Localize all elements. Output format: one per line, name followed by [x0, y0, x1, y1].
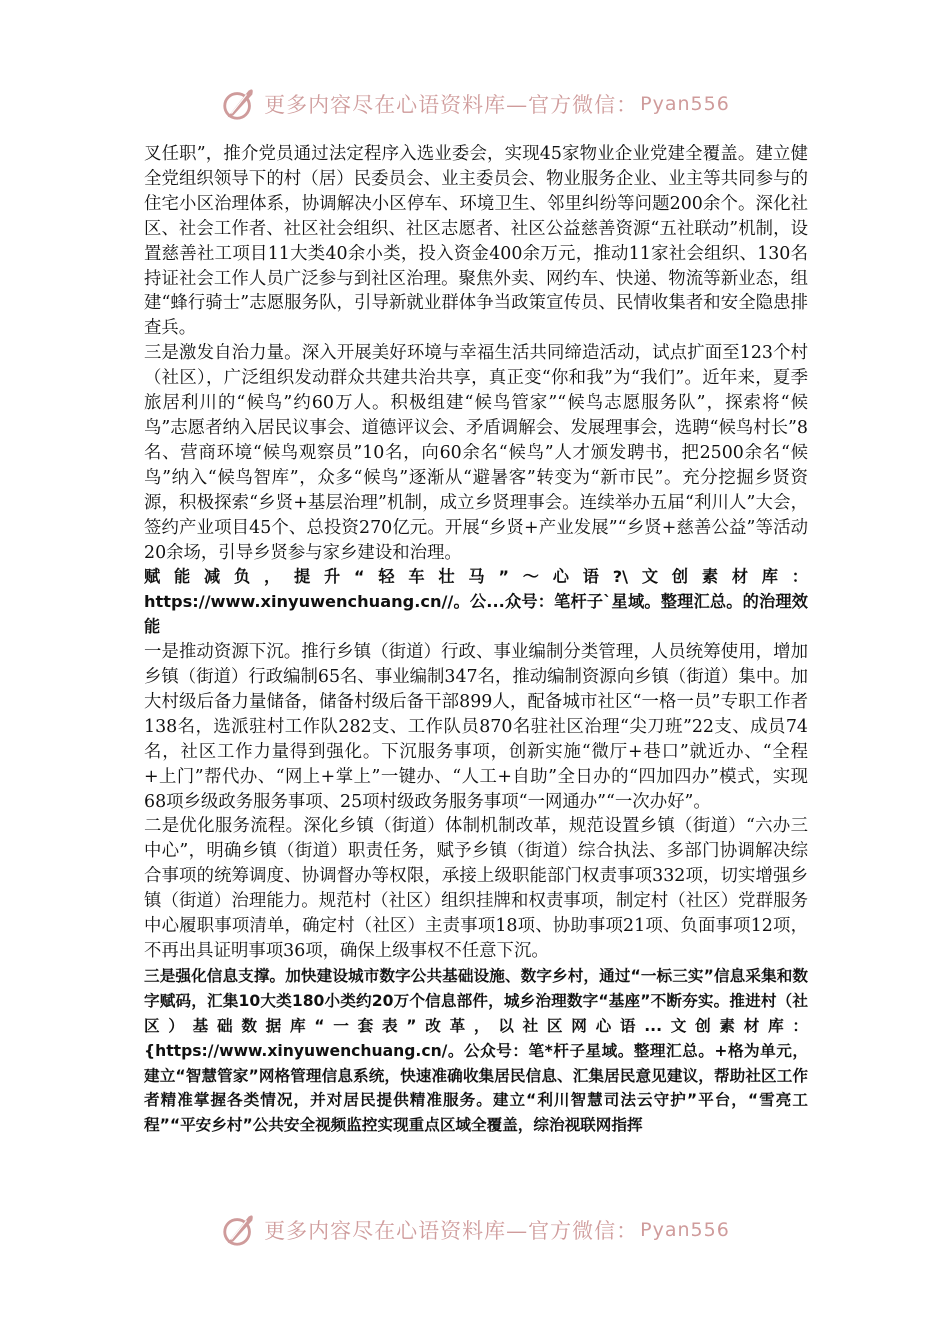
footer-banner-wechat: Pyan556 — [640, 1219, 730, 1241]
document-body — [144, 142, 808, 1138]
section-heading: 赋能减负，提升“轻车壮马”～心语?\文创素材库：https://www.xinyuwenchuang.cn//。公...众号：笔杆子`星域。整理汇总。的治理效能 — [144, 567, 808, 637]
header-banner-text: 更多内容尽在心语资料库—官方微信： — [264, 93, 639, 117]
paragraph-3: 一是推动资源下沉。推行乡镇（街道）行政、事业编制分类管理，人员统筹使用，增加乡镇（街道）行政编制65名、事业编制347名，推动编制资源向乡镇（街道）集中。加大村级后备力量储备，储备村级后备干部899人，配备城市社区“一格一员”专职工作者138名，选派驻村工作队282支、工作队员870名驻社区治理“尖刀班”22支、成员74名，社区工作力量得到强化。下沉服务事项，创新实施“微厅+巷口”就近办、“全程+上门”帮代办、“网上+掌上”一键办、“人工+自助”全日办的“四加四办”模式，实现68项乡级政务服务事项、25项村级政务服务事项“一网通办”“一次办好”。 — [144, 642, 808, 812]
paragraph-4: 二是优化服务流程。深化乡镇（街道）体制机制改革，规范设置乡镇（街道）“六办三中心”，明确乡镇（街道）职责任务，赋予乡镇（街道）综合执法、多部门协调解决综合事项的统筹调度、协调督办等权限，承接上级职能部门权责事项332项，切实增强乡镇（街道）治理能力。规范村（社区）组织挂牌和权责事项，制定村（社区）党群服务中心履职事项清单，确定村（社区）主责事项18项、协助事项21项、负面事项12项，不再出具证明事项36项，确保上级事权不任意下沉。 — [144, 816, 808, 961]
header-banner — [0, 80, 950, 128]
paragraph-1: 叉任职”，推介党员通过法定程序入选业委会，实现45家物业企业党建全覆盖。建立健全党组织领导下的村（居）民委员会、业主委员会、物业服务企业、业主等共同参与的住宅小区治理体系，协调解决小区停车、环境卫生、邻里纠纷等问题200余个。深化社区、社会工作者、社区社会组织、社区志愿者、社区公益慈善资源“五社联动”机制，设置慈善社工项目11大类40余小类，投入资金400余万元，推动11家社会组织、130名持证社会工作人员广泛参与到社区治理。聚焦外卖、网约车、快递、物流等新业态，组建“蜂行骑士”志愿服务队，引导新就业群体争当政策宣传员、民情收集者和安全隐患排查兵。 — [144, 144, 808, 339]
quill-logo-icon — [220, 1211, 258, 1249]
footer-banner — [0, 1206, 950, 1254]
paragraph-5: 三是强化信息支撑。加快建设城市数字公共基础设施、数字乡村，通过“一标三实”信息采集和数字赋码，汇集10大类180小类约20万个信息部件，城乡治理数字“基座”不断夯实。推进村（社区）基础数据库“一套表”改革，以社区网心语...文创素材库：{https://www.xinyuwenchuang.cn/。公众号：笔*杆子星域。整理汇总。+格为单元，建立“智慧管家”网格管理信息系统，快速准确收集居民信息、汇集居民意见建议，帮助社区工作者精准掌握各类情况，并对居民提供精准服务。建立“利川智慧司法云守护”平台，“雪亮工程”“平安乡村”公共安全视频监控实现重点区域全覆盖，综治视联网指挥 — [144, 966, 808, 1135]
quill-logo-icon — [220, 85, 258, 123]
header-banner-wechat: Pyan556 — [640, 93, 730, 115]
paragraph-2: 三是激发自治力量。深入开展美好环境与幸福生活共同缔造活动，试点扩面至123个村（社区），广泛组织发动群众共建共治共享，真正变“你和我”为“我们”。近年来，夏季旅居利川的“候鸟”约60万人。积极组建“候鸟管家”“候鸟志愿服务队”，探索将“候鸟”志愿者纳入居民议事会、道德评议会、矛盾调解会、发展理事会，选聘“候鸟村长”8名、营商环境“候鸟观察员”10名，向60余名“候鸟”人才颁发聘书，把2500余名“候鸟”纳入“候鸟智库”，众多“候鸟”逐渐从“避暑客”转变为“新市民”。充分挖掘乡贤资源，积极探索“乡贤+基层治理”机制，成立乡贤理事会。连续举办五届“利川人”大会，签约产业项目45个、总投资270亿元。开展“乡贤+产业发展”“乡贤+慈善公益”等活动20余场，引导乡贤参与家乡建设和治理。 — [144, 343, 808, 563]
footer-banner-text: 更多内容尽在心语资料库—官方微信： — [264, 1219, 639, 1243]
